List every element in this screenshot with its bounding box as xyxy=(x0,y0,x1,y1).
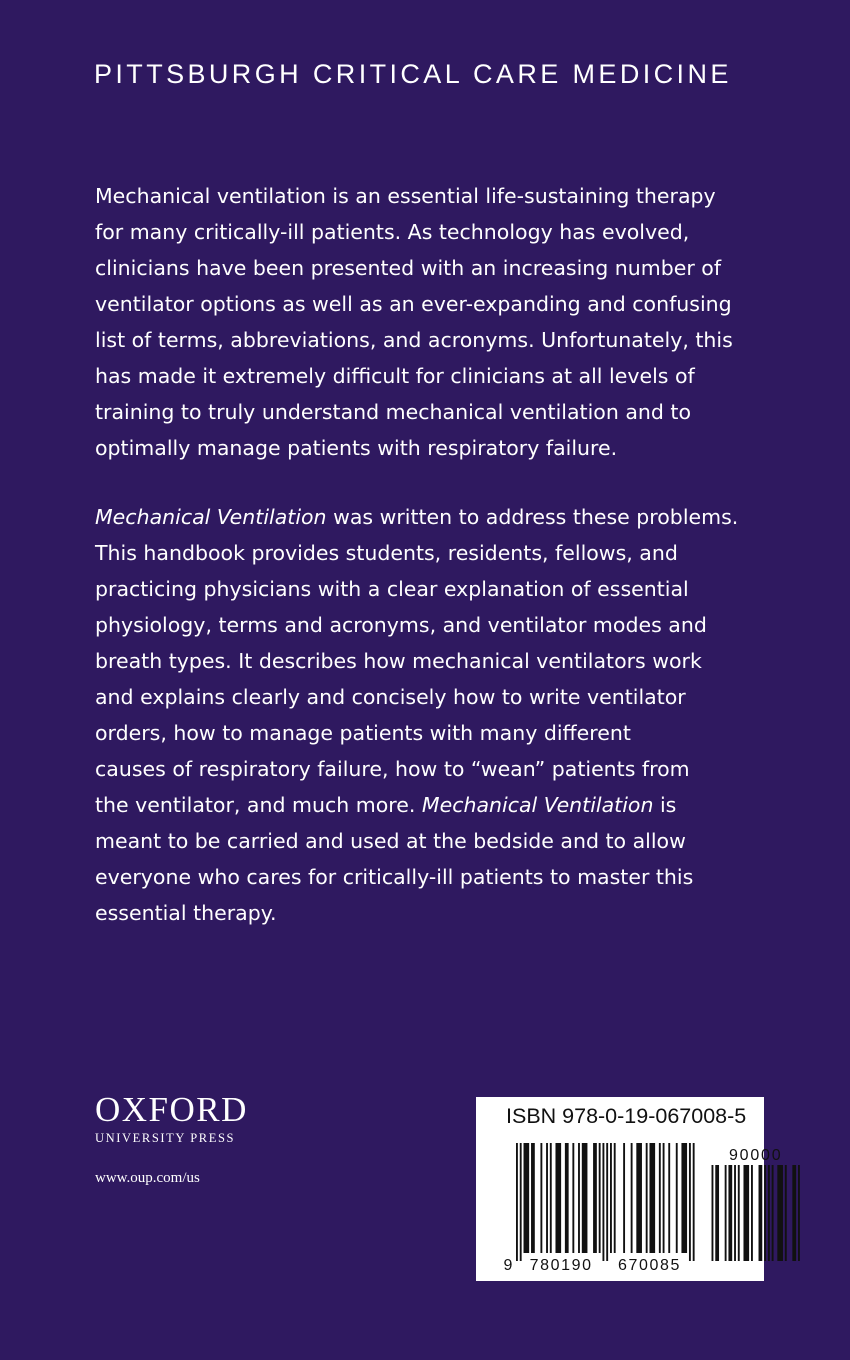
blurb-line: clinicians have been presented with an increasing number of xyxy=(95,256,722,280)
barcode-bar xyxy=(550,1143,552,1253)
blurb-line: breath types. It describes how mechanical ventilators work xyxy=(95,649,702,673)
barcode-bar xyxy=(764,1165,766,1261)
barcode-bar xyxy=(725,1165,727,1261)
barcode-bar xyxy=(689,1143,691,1261)
blurb-line: orders, how to manage patients with many different xyxy=(95,721,631,745)
blurb-line: causes of respiratory failure, how to “wean” patients from xyxy=(95,757,690,781)
university-press-label: UNIVERSITY PRESS xyxy=(95,1131,236,1145)
cover-blurb xyxy=(95,178,765,931)
barcode-bar xyxy=(555,1143,561,1253)
barcode-bar xyxy=(540,1143,542,1253)
barcode-bar xyxy=(599,1143,601,1253)
blurb-line: Mechanical ventilation is an essential life-sustaining therapy xyxy=(95,184,716,208)
blurb-line: physiology, terms and acronyms, and ventilator modes and xyxy=(95,613,707,637)
barcode-bar xyxy=(610,1143,612,1253)
barcode-bar xyxy=(798,1165,800,1261)
blurb-middle-lines xyxy=(95,535,765,787)
blurb-line: This handbook provides students, residents, fellows, and xyxy=(95,541,678,565)
blurb-line: training to truly understand mechanical ventilation and to xyxy=(95,400,691,424)
isbn-label: ISBN 978-0-19-067008-5 xyxy=(506,1104,747,1128)
blurb-line: Mechanical Ventilation was written to address these problems. xyxy=(95,505,739,529)
barcode-bar xyxy=(582,1143,588,1253)
barcode-bar xyxy=(659,1143,661,1253)
barcode-bar xyxy=(693,1143,695,1261)
barcode-bar xyxy=(636,1143,642,1253)
barcode-bar xyxy=(734,1165,736,1261)
barcode-bar xyxy=(663,1143,665,1253)
book-title-italic: Mechanical Ventilation xyxy=(95,505,327,529)
ean13-bars xyxy=(516,1143,695,1261)
isbn-barcode-box xyxy=(476,1097,783,1281)
blurb-line: optimally manage patients with respiratory failure. xyxy=(95,436,618,460)
barcode-bar xyxy=(524,1143,530,1253)
publisher-url: www.oup.com/us xyxy=(95,1170,200,1186)
barcode-bar xyxy=(681,1143,687,1253)
barcode-bar xyxy=(623,1143,625,1253)
barcode-bar xyxy=(646,1143,648,1253)
barcode-bar xyxy=(546,1143,548,1253)
barcode-bar xyxy=(777,1165,783,1261)
oxford-wordmark: OXFORD xyxy=(95,1090,248,1129)
publisher-logo xyxy=(95,1092,248,1146)
barcode-bar xyxy=(572,1143,574,1253)
blurb-end-lines xyxy=(95,823,765,931)
barcode-first-digit: 9 xyxy=(503,1257,513,1274)
blurb-paragraph-1 xyxy=(95,178,765,466)
barcode-bar xyxy=(614,1143,616,1253)
blurb-line: and explains clearly and concisely how to write ventilator xyxy=(95,685,686,709)
blurb-line: has made it extremely difficult for clinicians at all levels of xyxy=(95,364,695,388)
barcode-bar xyxy=(565,1143,569,1253)
barcode-bar xyxy=(631,1143,633,1253)
barcode-right-digits: 670085 xyxy=(617,1257,681,1274)
blurb-line: meant to be carried and used at the bedside and to allow xyxy=(95,829,686,853)
blurb-line: for many critically-ill patients. As technology has evolved, xyxy=(95,220,690,244)
blurb-paragraph-2 xyxy=(95,499,765,931)
barcode-bar xyxy=(606,1143,608,1261)
blurb-line: ventilator options as well as an ever-expanding and confusing xyxy=(95,292,732,316)
barcode-bar xyxy=(649,1143,655,1253)
barcode-bar xyxy=(743,1165,749,1261)
barcode-bar xyxy=(715,1165,719,1261)
barcode-bar xyxy=(772,1165,774,1261)
barcode-bar xyxy=(768,1165,770,1261)
barcode-bar xyxy=(676,1143,678,1253)
barcode-bar xyxy=(531,1143,535,1253)
barcode-bar xyxy=(520,1143,522,1261)
barcode-bar xyxy=(792,1165,796,1261)
barcode-bar xyxy=(759,1165,763,1261)
blurb-line: practicing physicians with a clear explanation of essential xyxy=(95,577,689,601)
barcode-bar xyxy=(712,1165,714,1261)
barcode-bar xyxy=(785,1165,787,1261)
barcode-addon-digits: 90000 xyxy=(728,1147,783,1164)
addon-bars xyxy=(712,1165,800,1261)
blurb-line: list of terms, abbreviations, and acronyms. Unfortunately, this xyxy=(95,328,733,352)
barcode-bar xyxy=(578,1143,580,1253)
barcode-bar xyxy=(593,1143,597,1253)
barcode-left-digits: 780190 xyxy=(529,1257,593,1274)
barcode-bar xyxy=(728,1165,732,1261)
blurb-line: everyone who cares for critically-ill patients to master this xyxy=(95,865,694,889)
blurb-line: the ventilator, and much more. Mechanical Ventilation is xyxy=(95,793,677,817)
barcode-bar xyxy=(751,1165,753,1261)
blurb-line: essential therapy. xyxy=(95,901,277,925)
barcode-bar xyxy=(668,1143,670,1253)
barcode-bar xyxy=(516,1143,518,1261)
barcode-bar xyxy=(738,1165,740,1261)
series-title: PITTSBURGH CRITICAL CARE MEDICINE xyxy=(94,59,732,89)
book-title-italic: Mechanical Ventilation xyxy=(421,793,654,817)
barcode-bar xyxy=(602,1143,604,1261)
